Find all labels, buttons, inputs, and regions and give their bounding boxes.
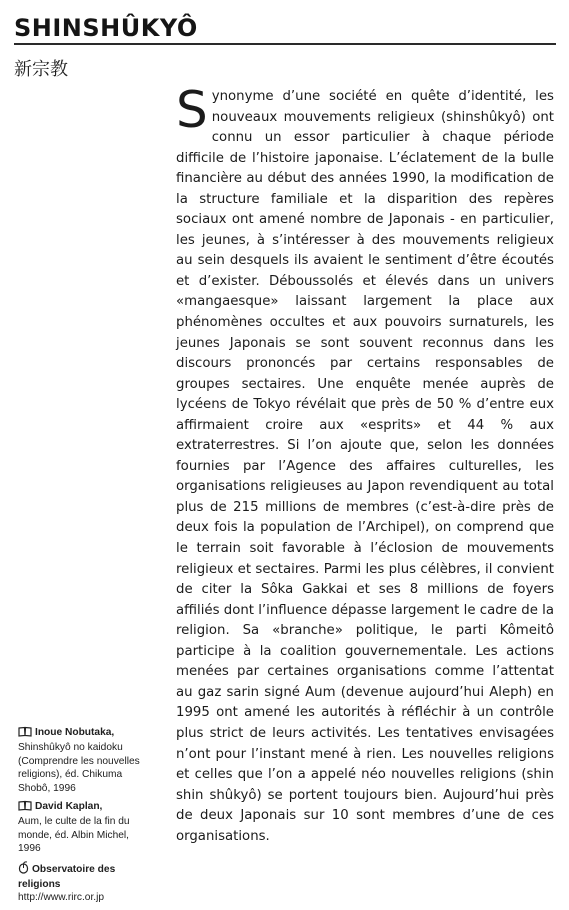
book-icon — [18, 800, 32, 815]
page-title: SHINSHÛKYÔ — [14, 14, 198, 42]
article-body — [176, 81, 554, 847]
book-icon — [18, 726, 32, 741]
reference-item — [18, 800, 154, 856]
reference-author: Inoue Nobutaka, — [35, 727, 115, 738]
reference-details: Aum, le culte de la fin du monde, éd. Albin Michel, 1996 — [18, 816, 130, 855]
reference-author: David Kaplan, — [35, 801, 103, 813]
references-sidebar — [18, 726, 154, 910]
drop-cap: S — [176, 81, 208, 139]
reference-details: Shinshûkyô no kaidoku (Comprendre les nouvelles religions), éd. Chikuma Shobô, 1996 — [18, 742, 140, 794]
reference-url[interactable]: http://www.rirc.or.jp — [18, 892, 105, 904]
reference-author: Observatoire des religions — [18, 863, 116, 891]
title-rule — [14, 43, 556, 45]
kanji-subtitle: 新宗教 — [14, 59, 68, 80]
reference-item — [18, 726, 154, 795]
mouse-icon — [18, 861, 29, 878]
article-text: ynonyme d’une société en quête d’identité, les nouveaux mouvements religieux (shinshûkyô) ont connu un essor particulier à chaque période difficile de l’histoire japonaise. L’éclatement de la bulle financière au début des années 1990, la modification de la structure familiale et la disparition des repères sociaux ont amené nombre de Japonais - en particulier, les jeunes, à s’intéresser à des mouvements religieux au sein desquels ils avaient le sentiment d’être écoutés et d’exister. Déboussolés et élevés dans un univers «mangaesque» laissant largement la place aux phénomènes occultes et aux pouvoirs surnaturels, les jeunes Japonais se sont souvent reconnus dans les discours prononcés par certains responsables de groupes sectaires. Une enquête menée auprès de lycéens de Tokyo révélait que près de 50 % d’entre eux affirmaient croire aux «esprits» et 44 % aux extraterrestres. Si l’on ajoute que, selon les données fournies par l’Agence des affaires culturelles, les organisations religieuses au Japon revendiquent au total plus de 215 millions de membres (c’est-à-dire près de deux fois la population de l’Archipel), on comprend que le terrain soit favorable à l’éclosion de mouvements religieux et sectaires. Parmi les plus célèbres, il convient de citer la Sôka Gakkai et ses 8 millions de foyers affiliés dont l’influence dépasse largement le cadre de la religion. Sa «branche» politique, le parti Kômeitô participe à la coalition gouvernementale. Les actions menées par certaines organisations comme l’attentat au gaz sarin signé Aum (devenue aujourd’hui Aleph) en 1995 ont amené les autorités à réfléchir à un contrôle plus strict de leurs activités. Les tentatives envisagées n’ont pour l’instant mené à rien. Les nouvelles religions et celles que l’on a appelé néo nouvelles religions (shin shin shûkyô) se portent toujours bien. Aujourd’hui près de deux Japonais sur 10 sont membres d’une de ces organisations. — [176, 89, 554, 844]
